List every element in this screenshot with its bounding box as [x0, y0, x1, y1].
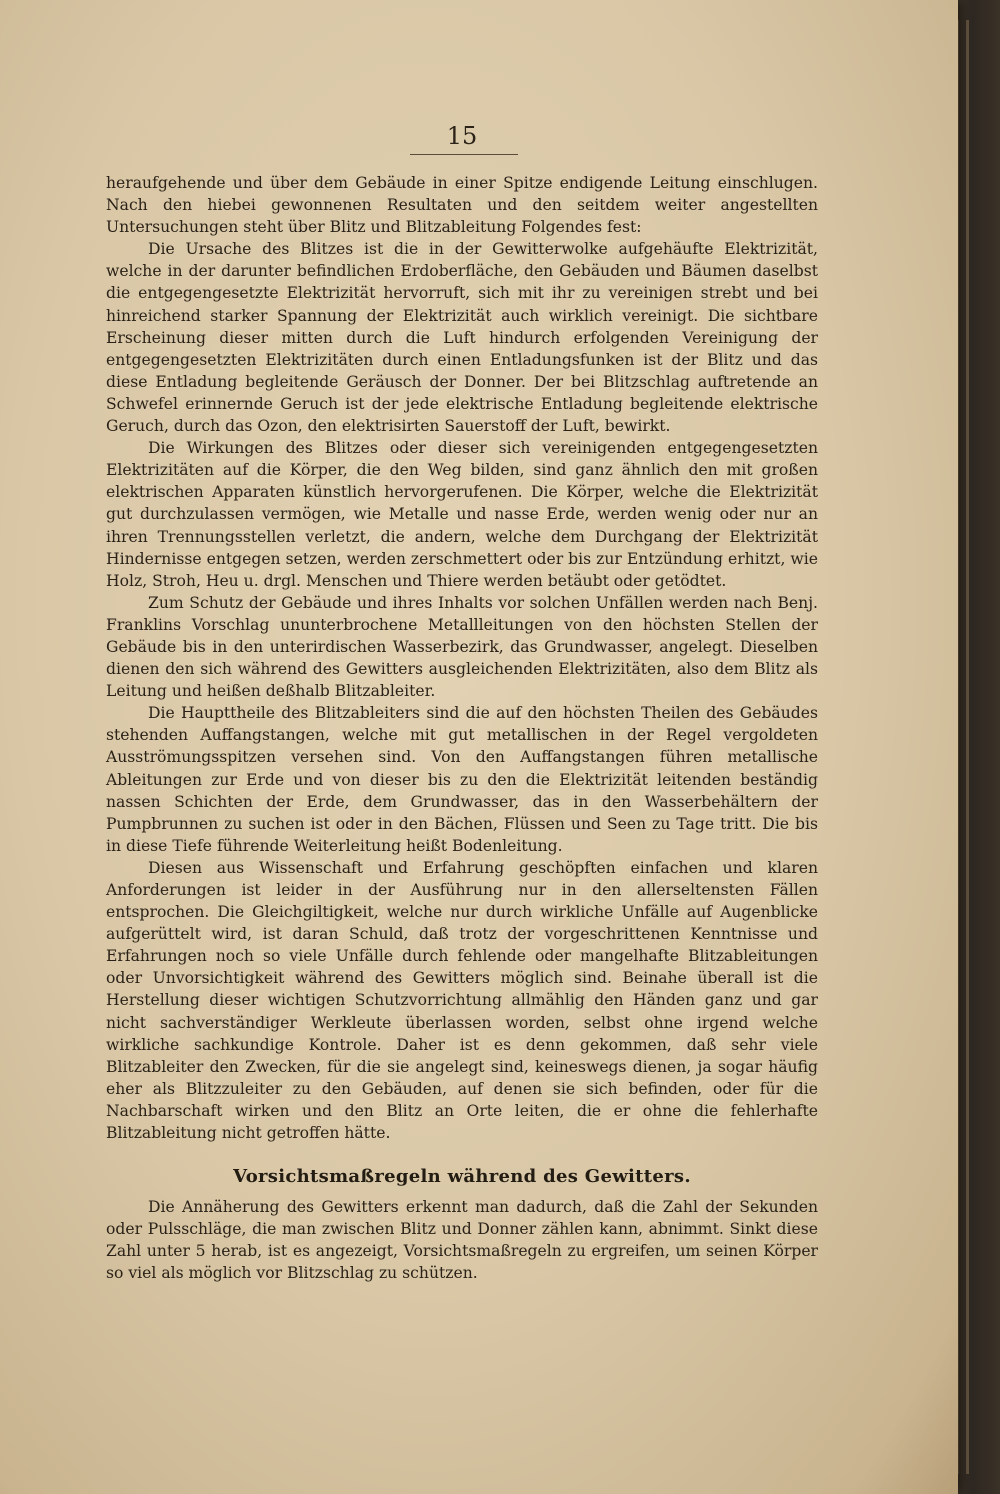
page-number: 15: [446, 122, 478, 150]
paragraph: Diesen aus Wissenschaft und Erfahrung geschöpften einfachen und klaren Anforderungen ist leider in der Ausführung nur in den allerseltensten Fällen entsprochen. Die Gleichgiltigkeit, welche nur durch wirkliche Unfälle auf Augenblicke aufgerüttelt wird, ist daran Schuld, daß trotz der vorgeschrittenen Kenntnisse und Erfahrungen noch so viele Unfälle durch fehlende oder mangelhafte Blitzableitungen oder Unvorsichtigkeit während des Gewitters möglich sind. Beinahe überall ist die Herstellung dieser wichtigen Schutzvorrichtung allmählig den Händen ganz und gar nicht sachverständiger Werkleute überlassen worden, selbst ohne irgend welche wirkliche sachkundige Kontrole. Daher ist es denn gekommen, daß sehr viele Blitzableiter den Zwecken, für die sie angelegt sind, keineswegs dienen, ja sogar häufig eher als Blitzzuleiter zu den Gebäuden, auf denen sie sich befinden, oder für die Nachbarschaft wirken und den Blitz an Orte leiten, die er ohne die fehlerhafte Blitzableitung nicht getroffen hätte.: [106, 858, 818, 1143]
paragraph: Die Annäherung des Gewitters erkennt man dadurch, daß die Zahl der Sekunden oder Pulsschläge, die man zwischen Blitz und Donner zählen kann, abnimmt. Sinkt diese Zahl unter 5 herab, ist es angezeigt, Vorsichtsmaßregeln zu ergreifen, um seinen Körper so viel als möglich vor Blitzschlag zu schützen.: [106, 1198, 818, 1283]
paragraph: Zum Schutz der Gebäude und ihres Inhalts vor solchen Unfällen werden nach Benj. Franklins Vorschlag ununterbrochene Metallleitungen von den höchsten Stellen der Gebäude bis in den unterirdischen Wasserbezirk, das Grundwasser, angelegt. Dieselben dienen den sich während des Gewitters ausgleichenden Elektrizitäten, also dem Blitz als Leitung und heißen deßhalb Blitzableiter.: [106, 593, 818, 701]
paragraph: heraufgehende und über dem Gebäude in einer Spitze endigende Leitung einschlugen. Nach den hiebei gewonnenen Resultaten und den seitdem weiter angestellten Untersuchungen steht über Blitz und Blitzableitung Folgendes fest:: [106, 174, 818, 237]
page-number-rule: [410, 154, 518, 155]
paragraph: Die Wirkungen des Blitzes oder dieser sich vereinigenden entgegengesetzten Elektrizitäten auf die Körper, die den Weg bilden, sind ganz ähnlich den mit großen elektrischen Apparaten künstlich hervorgerufenen. Die Körper, welche die Elektrizität gut durchzulassen vermögen, wie Metalle und nasse Erde, werden wenig oder nur an ihren Trennungsstellen verletzt, die andern, welche dem Durchgang der Elektrizität Hindernisse entgegen setzen, werden zerschmettert oder bis zur Entzündung erhitzt, wie Holz, Stroh, Heu u. drgl. Menschen und Thiere werden betäubt oder getödtet.: [106, 439, 818, 590]
body-text: [106, 172, 818, 1144]
paragraph: Die Ursache des Blitzes ist die in der Gewitterwolke aufgehäufte Elektrizität, welche in der darunter befindlichen Erdoberfläche, den Gebäuden und Bäumen daselbst die entgegengesetzte Elektrizität hervorruft, sich mit ihr zu vereinigen strebt und bei hinreichend starker Spannung der Elektrizität auch wirklich vereinigt. Die sichtbare Erscheinung dieser mitten durch die Luft hindurch erfolgenden Vereinigung der entgegengesetzten Elektrizitäten durch einen Entladungsfunken ist der Blitz und das diese Entladung begleitende Geräusch der Donner. Der bei Blitzschlag auftretende an Schwefel erinnernde Geruch ist der jede elektrische Entladung begleitende elektrische Geruch, durch das Ozon, den elektrisirten Sauerstoff der Luft, bewirkt.: [106, 240, 818, 436]
book-edge-line: [966, 20, 969, 1474]
closing-text: [106, 1196, 818, 1284]
paragraph: Die Haupttheile des Blitzableiters sind die auf den höchsten Theilen des Gebäudes stehenden Auffangstangen, welche mit gut metallischen in der Regel vergoldeten Ausströmungsspitzen versehen sind. Von den Auffangstangen führen metallische Ableitungen zur Erde und von dieser bis zu den die Elektrizität leitenden beständig nassen Schichten der Erde, dem Grundwasser, das in den Wasserbehältern der Pumpbrunnen zu suchen ist oder in den Bächen, Flüssen und Seen zu Tage tritt. Die bis in diese Tiefe führende Weiterleitung heißt Bodenleitung.: [106, 704, 818, 855]
section-heading: Vorsichtsmaßregeln während des Gewitters.: [233, 1166, 691, 1187]
